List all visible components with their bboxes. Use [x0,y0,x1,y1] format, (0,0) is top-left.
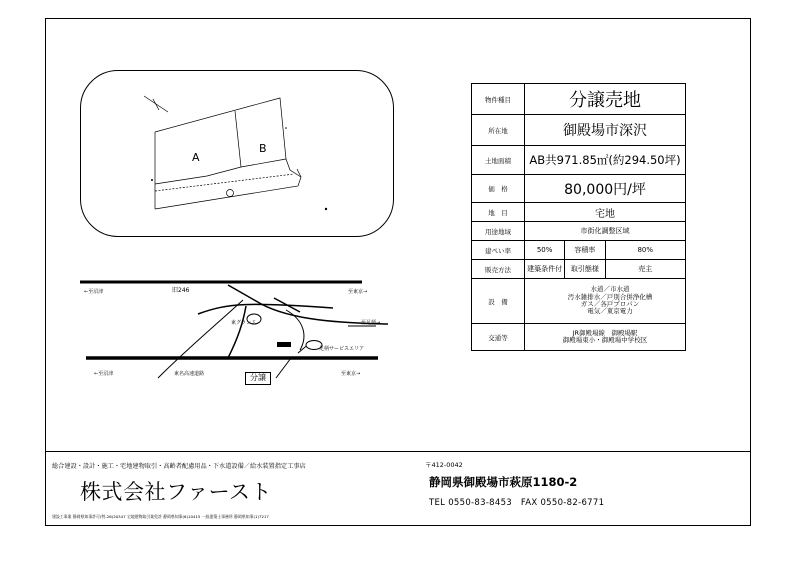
map-label-expressway: 東名高速道路 [174,371,205,377]
value-property-type: 分譲売地 [525,84,686,115]
value-floor-ratio: 80% [605,241,686,260]
value-price: 80,000円/坪 [525,175,686,203]
table-row [472,175,686,203]
map-label-service-area: 足柄サービスエリア [319,346,365,352]
label-land-area: 土地面積 [472,146,525,175]
company-name: 株式会社ファースト [80,480,273,504]
label-location: 所在地 [472,115,525,146]
map-label-right-bottom: 至東京→ [341,371,361,377]
value-zoning: 市街化調整区域 [525,222,686,241]
postal-code: 〒412-0042 [425,461,463,469]
label-price: 価 格 [472,175,525,203]
label-land-category: 地 目 [472,203,525,222]
table-row [472,241,686,260]
site-marker [277,342,291,347]
label-transaction: 取引態様 [565,260,605,279]
value-transport [525,324,686,351]
table-row [472,222,686,241]
value-sales-method: 建築条件付 [525,260,565,279]
location-map [78,268,398,398]
value-equipment [525,279,686,324]
equipment-line: 電気／東京電力 [587,307,633,316]
equipment-line: 水道／市水道 [590,285,630,294]
label-zoning: 用途地域 [472,222,525,241]
lot-a-label: A [192,151,200,164]
table-row [472,279,686,324]
table-row [472,203,686,222]
lot-plat [80,70,394,237]
table-row [472,115,686,146]
map-label-left-bottom: ←至沼津 [94,371,114,377]
map-drawing [78,268,398,398]
map-label-right-mid: 至足柄→ [361,320,381,326]
label-sales-method: 販売方法 [472,260,525,279]
property-info-table [471,83,686,351]
table-row [472,146,686,175]
contact-numbers: TEL 0550-83-8453 FAX 0550-82-6771 [429,498,605,508]
label-coverage: 建ぺい率 [472,241,525,260]
label-floor-ratio: 容積率 [565,241,605,260]
site-label: 分譲 [245,372,271,385]
equipment-line: 汚水雑排水／戸別合併浄化槽 [567,292,653,301]
license-info: 建設工事業 静岡県知事許可(特-26)20347 宅地建物取引業免許 静岡県知事(6)10415 一級建築士事務所 静岡県知事(1)7217 [52,514,269,519]
table-row [472,324,686,351]
company-address: 静岡県御殿場市萩原1180-2 [429,475,578,489]
transport-line: 御殿場東小・御殿場中学校区 [562,336,648,344]
map-label-left-top: ←至沼津 [84,289,104,295]
table-row [472,260,686,279]
label-property-type: 物件種目 [472,84,525,115]
business-services: 総合建設・設計・施工・宅地建物取引・高齢者配慮用品・下水道設備／給水装置指定工事店 [52,463,306,470]
lot-b-label: B [259,142,267,155]
transport-line: JR御殿場線 御殿場駅 [572,328,638,337]
footer-divider [45,451,751,452]
value-land-category: 宅地 [525,203,686,222]
table-row [472,84,686,115]
value-land-area: AB共971.85㎡(約294.50坪) [525,146,686,175]
label-equipment: 設 備 [472,279,525,324]
plat-drawing [81,71,395,238]
value-coverage: 50% [525,241,565,260]
map-label-grand: 東グランド [231,320,257,326]
value-transaction: 売主 [605,260,686,279]
equipment-line: ガス／各戸プロパン [580,300,640,308]
label-transport: 交通等 [472,324,525,351]
map-label-old-road: 旧246 [172,287,190,294]
value-location: 御殿場市深沢 [525,115,686,146]
map-label-right-top: 至東京→ [348,289,368,295]
